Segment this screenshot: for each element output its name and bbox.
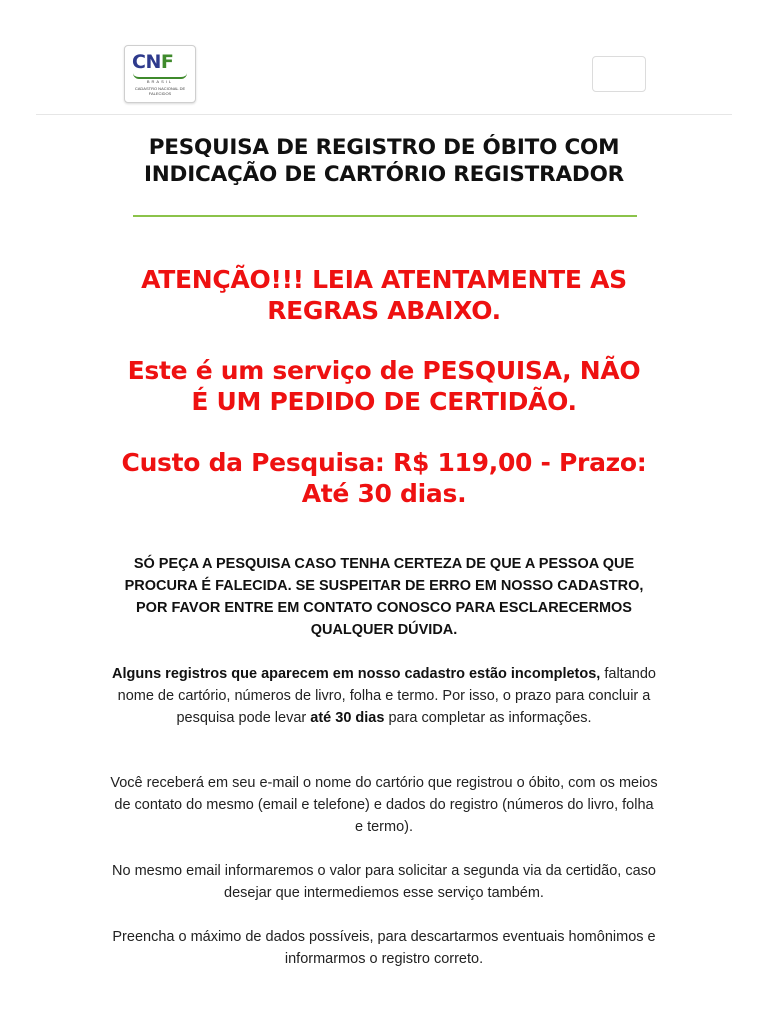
second-copy-paragraph: No mesmo email informaremos o valor para solicitar a segunda via da certidão, caso desejar que intermediemos esse serviço também. bbox=[112, 863, 656, 901]
title-divider bbox=[133, 215, 637, 217]
logo-country: BRASIL bbox=[146, 79, 174, 84]
menu-toggle-button[interactable] bbox=[592, 56, 646, 92]
email-info-paragraph: Você receberá em seu e-mail o nome do cartório que registrou o óbito, com os meios de contato do mesmo (email e telefone) e dados do registro (números do livro, folha e termo). bbox=[110, 775, 658, 835]
fill-data-paragraph: Preencha o máximo de dados possíveis, para descartarmos eventuais homônimos e informarmos o registro correto. bbox=[112, 929, 656, 967]
logo-subtitle: CADASTRO NACIONAL DE FALECIDOS bbox=[134, 86, 186, 96]
alert-not-certificate: Este é um serviço de PESQUISA, NÃO É UM PEDIDO DE CERTIDÃO. bbox=[127, 356, 641, 416]
logo-wordmark: CNF bbox=[132, 51, 174, 73]
page-title: PESQUISA DE REGISTRO DE ÓBITO COM INDICAÇÃO DE CARTÓRIO REGISTRADOR bbox=[143, 135, 625, 187]
warning-text: SÓ PEÇA A PESQUISA CASO TENHA CERTEZA DE QUE A PESSOA QUE PROCURA É FALECIDA. SE SUSPEITAR DE ERRO EM NOSSO CADASTRO, POR FAVOR ENTRE EM CONTATO CONOSCO PARA ESCLARECERMOS QUALQUER DÚVIDA. bbox=[124, 556, 644, 638]
alert-read-rules: ATENÇÃO!!! LEIA ATENTAMENTE AS REGRAS ABAIXO. bbox=[141, 265, 627, 325]
incomplete-records-paragraph: Alguns registros que aparecem em nosso cadastro estão incompletos, faltando nome de cartório, números de livro, folha e termo. Por isso, o prazo para concluir a pesquisa pode levar até 30 dias para completar as informações. bbox=[112, 666, 656, 726]
site-header bbox=[36, 0, 732, 115]
alert-cost-deadline: Custo da Pesquisa: R$ 119,00 - Prazo: Até 30 dias. bbox=[121, 448, 647, 508]
cnf-logo[interactable] bbox=[124, 45, 196, 103]
